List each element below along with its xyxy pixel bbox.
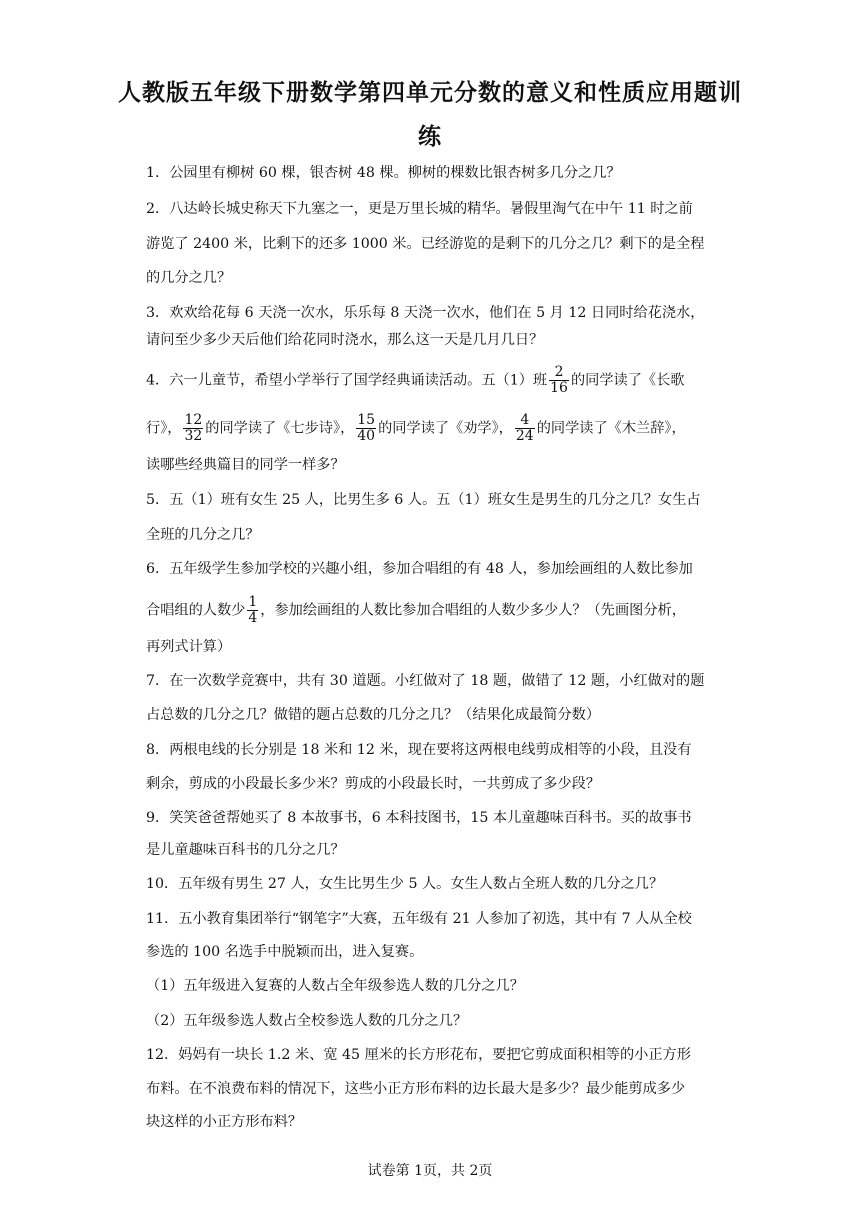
question-3-line-1: 3．欢欢给花每 6 天浇一次水，乐乐每 8 天浇一次水，他们在 5 月 12 日同时给花浇水， xyxy=(146,305,705,321)
fraction-numerator: 4 xyxy=(515,413,535,429)
fraction-15-40 xyxy=(356,413,376,444)
question-6-line-3: 再列式计算） xyxy=(146,639,232,655)
question-11-line-2: 参选的 100 名选手中脱颖而出，进入复赛。 xyxy=(146,944,424,960)
question-8-line-2: 剩余，剪成的小段最长多少米？剪成的小段最长时，一共剪成了多少段？ xyxy=(146,776,601,792)
fraction-numerator: 2 xyxy=(549,365,569,381)
question-8-line-1: 8．两根电线的长分别是 18 米和 12 米，现在要将这两根电线剪成相等的小段，且没有 xyxy=(146,742,692,758)
question-4-line-2 xyxy=(146,413,726,444)
question-6-text-a: 合唱组的人数少 xyxy=(146,602,246,619)
question-12-line-3: 块这样的小正方形布料？ xyxy=(146,1114,303,1130)
question-4-text-e: 的同学读了《劝学》， xyxy=(378,420,513,437)
fraction-numerator: 1 xyxy=(248,594,258,610)
question-4-line-3: 读哪些经典篇目的同学一样多？ xyxy=(146,457,345,473)
question-12-line-1: 12．妈妈有一块长 1.2 米、宽 45 厘米的长方形花布，要把它剪成面积相等的小正方形 xyxy=(146,1047,691,1063)
question-4-text-a: 4．六一儿童节，希望小学举行了国学经典诵读活动。五（1）班 xyxy=(146,372,548,389)
question-4-text-c: 行》， xyxy=(146,420,182,437)
question-2-line-3: 的几分之几？ xyxy=(146,270,232,286)
question-10-line-1: 10．五年级有男生 27 人，女生比男生少 5 人。女生人数占全班人数的几分之几？ xyxy=(146,876,664,892)
question-2-line-2: 游览了 2400 米，比剩下的还多 1000 米。已经游览的是剩下的几分之几？剩下的是全程 xyxy=(146,236,705,252)
question-9-line-1: 9．笑笑爸爸帮她买了 8 本故事书，6 本科技图书，15 本儿童趣味百科书。买的故事书 xyxy=(146,810,692,826)
fraction-denominator: 16 xyxy=(550,380,568,396)
question-6-line-1: 6．五年级学生参加学校的兴趣小组，参加合唱组的有 48 人，参加绘画组的人数比参加 xyxy=(146,561,693,577)
question-3-line-2: 请问至少多少天后他们给花同时浇水，那么这一天是几月几日？ xyxy=(146,332,544,348)
question-5-line-2: 全班的几分之几？ xyxy=(146,527,260,543)
question-7-line-2: 占总数的几分之几？做错的题占总数的几分之几？（结果化成最简分数） xyxy=(146,707,601,723)
title-line-2: 练 xyxy=(418,124,442,150)
fraction-12-32 xyxy=(183,413,203,444)
question-11-sub-1: （1）五年级进入复赛的人数占全年级参选人数的几分之几？ xyxy=(146,978,524,994)
question-9-line-2: 是儿童趣味百科书的几分之几？ xyxy=(146,842,345,858)
question-4-text-d: 的同学读了《七步诗》， xyxy=(205,420,355,437)
fraction-4-24 xyxy=(515,413,535,444)
fraction-denominator: 24 xyxy=(515,428,534,444)
fraction-denominator: 32 xyxy=(184,428,203,444)
question-2-line-1: 2．八达岭长城史称天下九塞之一，更是万里长城的精华。暑假里淘气在中午 11 时之前 xyxy=(146,201,693,217)
question-7-line-1: 7．在一次数学竞赛中，共有 30 道题。小红做对了 18 题，做错了 12 题，小红做对的题 xyxy=(146,673,705,689)
title-line-1: 人教版五年级下册数学第四单元分数的意义和性质应用题训 xyxy=(118,80,742,106)
fraction-numerator: 15 xyxy=(357,412,376,428)
question-5-line-1: 5．五（1）班有女生 25 人，比男生多 6 人。五（1）班女生是男生的几分之几？女生占 xyxy=(146,492,701,508)
fraction-denominator: 4 xyxy=(248,610,258,626)
fraction-denominator: 40 xyxy=(357,428,376,444)
question-11-line-1: 11．五小教育集团举行“钢笔字”大赛，五年级有 21 人参加了初选，其中有 7 人从全校 xyxy=(146,911,692,927)
question-6-text-b: ，参加绘画组的人数比参加合唱组的人数少多少人？（先画图分析， xyxy=(260,602,686,619)
question-4-line-1 xyxy=(146,365,726,396)
question-4-text-f: 的同学读了《木兰辞》， xyxy=(536,420,686,437)
question-11-sub-2: （2）五年级参选人数占全校参选人数的几分之几？ xyxy=(146,1013,468,1029)
fraction-numerator: 12 xyxy=(184,412,203,428)
fraction-1-4 xyxy=(247,595,258,626)
page-footer: 试卷第 1页，共 2页 xyxy=(367,1163,493,1179)
question-12-line-2: 布料。在不浪费布料的情况下，这些小正方形布料的边长最大是多少？最少能剪成多少 xyxy=(146,1081,686,1097)
question-4-text-b: 的同学读了《长歌 xyxy=(570,372,685,389)
question-1-line-1: 1．公园里有柳树 60 棵，银杏树 48 棵。柳树的棵数比银杏树多几分之几？ xyxy=(146,165,621,181)
question-6-line-2 xyxy=(146,595,726,626)
fraction-2-16 xyxy=(549,365,569,396)
